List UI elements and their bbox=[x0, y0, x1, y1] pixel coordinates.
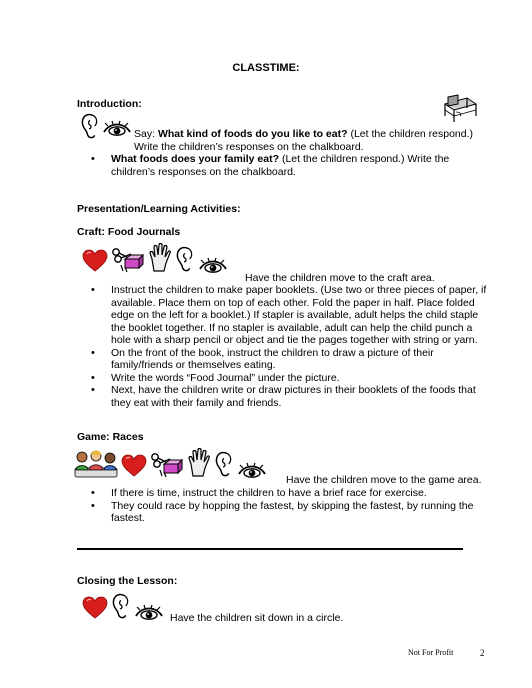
say-question: What kind of foods do you like to eat? bbox=[157, 128, 348, 140]
game-heading: Game: Races bbox=[77, 431, 144, 443]
ear-icon bbox=[214, 450, 234, 478]
craft-lead: Have the children move to the craft area. bbox=[245, 272, 435, 284]
children-group-icon bbox=[74, 448, 118, 478]
introduction-say: Say: What kind of foods do you like to eat? (Let the children respond.) Write the children’s responses on the chalkboard. bbox=[134, 128, 474, 153]
presentation-heading: Presentation/Learning Activities: bbox=[77, 203, 241, 215]
introduction-bullets bbox=[81, 153, 484, 178]
section-divider bbox=[77, 548, 463, 550]
eye-icon bbox=[198, 257, 228, 273]
ear-icon bbox=[80, 112, 100, 140]
page-number: 2 bbox=[480, 648, 485, 658]
game-bullets bbox=[81, 487, 493, 525]
page-title: CLASSTIME: bbox=[232, 62, 300, 74]
craft-bullets bbox=[81, 284, 493, 409]
desk-icon bbox=[442, 94, 478, 124]
list-item: • What foods does your family eat? (Let the children respond.) Write the children’s responses on the chalkboard. bbox=[81, 153, 484, 178]
list-item: • On the front of the book, instruct the children to draw a picture of their family/friends or themselves eating. bbox=[81, 347, 493, 372]
closing-heading: Closing the Lesson: bbox=[77, 575, 178, 587]
game-icons bbox=[74, 448, 267, 478]
heart-icon bbox=[82, 249, 108, 273]
craft-icons bbox=[82, 243, 228, 273]
game-lead: Have the children move to the game area. bbox=[286, 474, 482, 486]
scissors-glue-icon bbox=[150, 450, 184, 478]
craft-heading: Craft: Food Journals bbox=[77, 226, 181, 238]
hand-icon bbox=[187, 448, 211, 478]
list-item: • If there is time, instruct the children to have a brief race for exercise. bbox=[81, 487, 493, 500]
list-item: • Instruct the children to make paper booklets. (Use two or three pieces of paper, if available. Place them on top of each other. Fold the paper in half. Place folded edge on the left for a booklet.) If stapler is available, adult helps the child staple the booklet together. If no stapler is available, adult can help the child punch a hole with a sharp pencil or object and tie the pages together with string or yarn. bbox=[81, 284, 493, 347]
eye-icon bbox=[102, 120, 132, 136]
introduction-heading: Introduction: bbox=[77, 98, 142, 110]
heart-icon bbox=[121, 454, 147, 478]
ear-icon bbox=[175, 245, 195, 273]
eye-icon bbox=[237, 462, 267, 478]
closing-icons bbox=[82, 592, 164, 620]
scissors-glue-icon bbox=[111, 245, 145, 273]
heart-icon bbox=[82, 596, 108, 620]
closing-lead: Have the children sit down in a circle. bbox=[170, 612, 344, 624]
list-item: • Next, have the children write or draw pictures in their booklets of the foods that they eat with their family and friends. bbox=[81, 384, 493, 409]
footer-label: Not For Profit bbox=[408, 648, 454, 657]
ear-icon bbox=[111, 592, 131, 620]
list-item: • Write the words “Food Journal” under the picture. bbox=[81, 372, 493, 385]
hand-icon bbox=[148, 243, 172, 273]
list-item: • They could race by hopping the fastest, by skipping the fastest, by running the fastest. bbox=[81, 500, 493, 525]
eye-icon bbox=[134, 604, 164, 620]
